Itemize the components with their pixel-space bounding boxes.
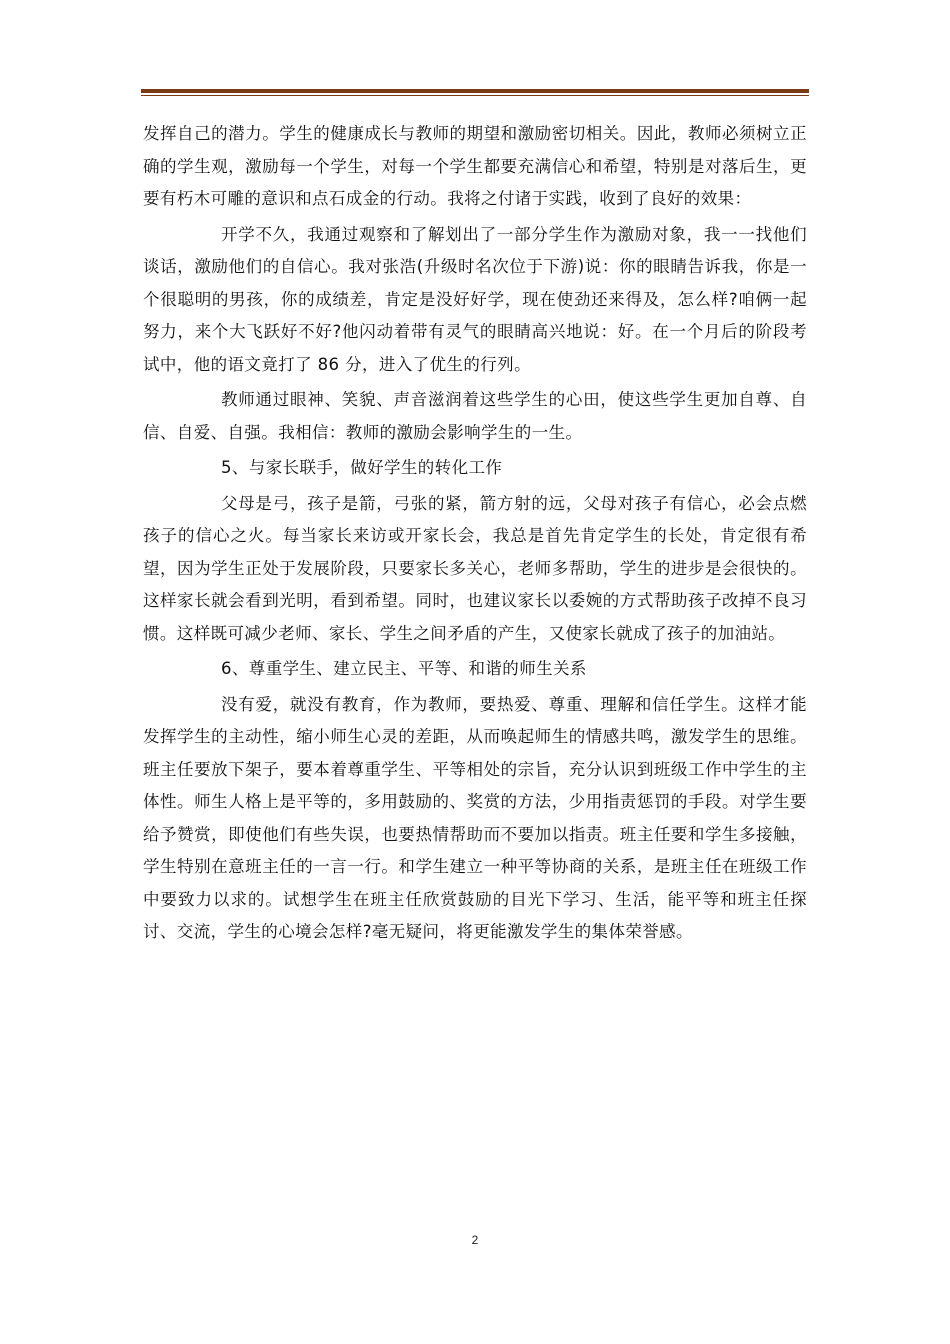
- page-number: 2: [471, 1233, 479, 1247]
- paragraph-continuation: 发挥自己的潜力。学生的健康成长与教师的期望和激励密切相关。因此，教师必须树立正确的学生观，激励每一个学生，对每一个学生都要充满信心和希望，特别是对落后生，更要有朽木可雕的意识和点石成金的行动。我将之付诸于实践，收到了良好的效果：: [143, 124, 807, 208]
- section-heading-6: 6、尊重学生、建立民主、平等、和谐的师生关系: [221, 659, 587, 678]
- header-rule: [141, 89, 809, 96]
- paragraph: 开学不久，我通过观察和了解划出了一部分学生作为激励对象，我一一找他们谈话，激励他们的自信心。我对张浩(升级时名次位于下游)说：你的眼睛告诉我，你是一个很聪明的男孩，你的成绩差，肯定是没好好学，现在使劲还来得及，怎么样?咱俩一起努力，来个大飞跃好不好?他闪动着带有灵气的眼睛高兴地说：好。在一个月后的阶段考试中，他的语文竟打了 86 分，进入了优生的行列。: [143, 224, 807, 374]
- paragraph: 教师通过眼神、笑貌、声音滋润着这些学生的心田，使这些学生更加自尊、自信、自爱、自强。我相信：教师的激励会影响学生的一生。: [143, 390, 807, 442]
- paragraph: 父母是弓，孩子是箭，弓张的紧，箭方射的远，父母对孩子有信心，必会点燃孩子的信心之火。每当家长来访或开家长会，我总是首先肯定学生的长处，肯定很有希望，因为学生正处于发展阶段，只要家长多关心，老师多帮助，学生的进步是会很快的。这样家长就会看到光明，看到希望。同时，也建议家长以委婉的方式帮助孩子改掉不良习惯。这样既可减少老师、家长、学生之间矛盾的产生，又使家长就成了孩子的加油站。: [143, 493, 807, 643]
- body-text: [143, 118, 807, 952]
- section-heading-5: 5、与家长联手，做好学生的转化工作: [221, 458, 503, 477]
- paragraph: 没有爱，就没有教育，作为教师，要热爱、尊重、理解和信任学生。这样才能发挥学生的主动性，缩小师生心灵的差距，从而唤起师生的情感共鸣，激发学生的思维。班主任要放下架子，要本着尊重学生、平等相处的宗旨，充分认识到班级工作中学生的主体性。师生人格上是平等的，多用鼓励的、奖赏的方法，少用指责惩罚的手段。对学生要给予赞赏，即使他们有些失误，也要热情帮助而不要加以指责。班主任要和学生多接触，学生特别在意班主任的一言一行。和学生建立一种平等协商的关系，是班主任在班级工作中要致力以求的。试想学生在班主任欣赏鼓励的目光下学习、生活，能平等和班主任探讨、交流，学生的心境会怎样?毫无疑问，将更能激发学生的集体荣誉感。: [143, 694, 807, 941]
- header-rule-thin-line: [141, 95, 809, 96]
